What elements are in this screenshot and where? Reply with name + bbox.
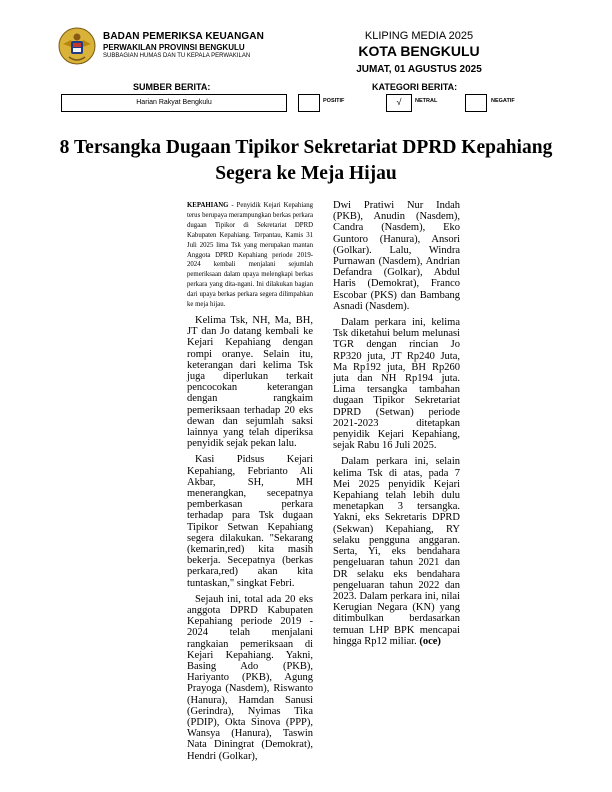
org-branch: PERWAKILAN PROVINSI BENGKULU	[103, 43, 245, 52]
article-column-left	[187, 200, 313, 762]
clipping-label: KLIPING MEDIA 2025	[364, 30, 474, 42]
org-name: BADAN PEMERIKSA KEUANGAN	[103, 31, 264, 42]
paragraph: Dwi Pratiwi Nur Indah (PKB), Anudin (Nasdem), Candra (Nasdem), Eko Guntoro (Hanura), Ansori (Golkar). Lalu, Windra Purnawan (Nasdem), Andrian Defandra (Golkar), Abdul Haris (Demokrat), Franco Escobar (PKS) dan Bambang Asnadi (Nasdem).	[333, 200, 460, 312]
source-label: SUMBER BERITA:	[133, 82, 211, 92]
negatif-label: NEGATIF	[491, 98, 515, 104]
paragraph-text: Dalam perkara ini, selain kelima Tsk di atas, pada 7 Mei 2025 penyidik Kejari Kepahiang telah lebih dulu menetapkan 3 tersangka. Yakni, eks Sekretaris DPRD (Sekwan) Kepahiang, RY selaku pengguna anggaran. Serta, Yi, eks bendahara pengeluaran tahun 2021 dan DR selaku eks bendahara pengeluaran tahun 2022 dan 2023. Dalam perkara ini, nilai Kerugian Negara (KN) yang ditimbulkan berdasarkan temuan LHP BPK mencapai hingga Rp12 miliar.	[333, 456, 460, 647]
article-headline: 8 Tersangka Dugaan Tipikor Sekretariat DPRD Kepahiang Segera ke Meja Hijau	[59, 137, 553, 184]
city-title: KOTA BENGKULU	[358, 43, 480, 59]
paragraph: Kasi Pidsus Kejari Kepahiang, Febrianto Ali Akbar, SH, MH menerangkan, secepatnya pemberkasan perkara terhadap para Tsk dugaan Tipikor Setwan Kepahiang segera dilakukan. "Sekarang (kemarin,red) kita masih bekerja. Secepatnya (berkas perkara,red) akan kita tuntaskan," singkat Febri.	[187, 454, 313, 589]
source-value: Harian Rakyat Bengkulu	[136, 99, 212, 106]
org-unit: SUBBAGIAN HUMAS DAN TU KEPALA PERWAKILAN	[103, 53, 251, 59]
category-label: KATEGORI BERITA:	[372, 82, 458, 92]
paragraph	[333, 456, 460, 646]
date-label: JUMAT, 01 AGUSTUS 2025	[356, 64, 482, 75]
check-mark-icon: √	[396, 97, 402, 107]
positif-label: POSITIF	[323, 98, 345, 104]
source-field	[61, 94, 287, 112]
paragraph: Kelima Tsk, NH, Ma, BH, JT dan Jo datang kembali ke Kejari Kepahiang dengan rompi oranye. Selain itu, keterangan dari kelima Tsk juga diperlukan terkait pencocokan keterangan dengan rangkaim pemeriksaan terhadap 20 eks dewan dan sejumlah saksi lainnya yang telah diperiksa penyidik sejak pekan lalu.	[187, 314, 313, 450]
article-column-right	[333, 200, 460, 647]
garuda-emblem-icon	[57, 26, 97, 66]
negatif-checkbox[interactable]	[465, 94, 487, 112]
netral-label: NETRAL	[415, 98, 438, 104]
netral-checkbox[interactable]	[386, 94, 412, 112]
positif-checkbox[interactable]	[298, 94, 320, 112]
article-lead	[187, 200, 313, 309]
paragraph: Sejauh ini, total ada 20 eks anggota DPRD Kabupaten Kepahiang periode 2019 - 2024 telah menjalani rangkaian pemeriksaan di Kejari Kepahiang. Yakni, Basing Ado (PKB), Hariyanto (PKB), Agung Prayoga (Nasdem), Riswanto (Hanura), Hamdan Sanusi (Gerindra), Nyimas Tika (PDIP), Okta Sinova (PPP), Wansya (Hanura), Taswin Nata Diningrat (Demokrat), Hendri (Golkar),	[187, 593, 313, 762]
signoff: (oce)	[419, 635, 441, 647]
paragraph: Dalam perkara ini, kelima Tsk diketahui belum melunasi TGR dengan rincian Jo RP320 juta, JT Rp240 Juta, Ma Rp192 juta, BH Rp260 juta dan NH Rp194 juta. Lima tersangka tambahan dugaan Tipikor Sekretariat DPRD (Setwan) periode 2021-2023 ditetapkan penyidik Kejari Kepahiang, sejak Rabu 16 Juli 2025.	[333, 317, 460, 452]
lead-text: - Penyidik Kejari Kepahiang terus berupaya merampungkan berkas perkara dugaan Tipikor di Sekretariat DPRD Kabupaten Kepahiang. Terpantau, Kamis 31 Juli 2025 lima Tsk yang merupakan mantan Anggota DPRD Kepahiang periode 2019-2024 kembali menjalani sejumlah pemeriksaan dalam upaya melengkapi berkas perkara yang dita-ngani. Ini dilakukan bagian dari upaya berkas perkara segera dilimpahkan ke meja hijau.	[187, 200, 314, 309]
dateline: KEPAHIANG	[187, 200, 229, 209]
